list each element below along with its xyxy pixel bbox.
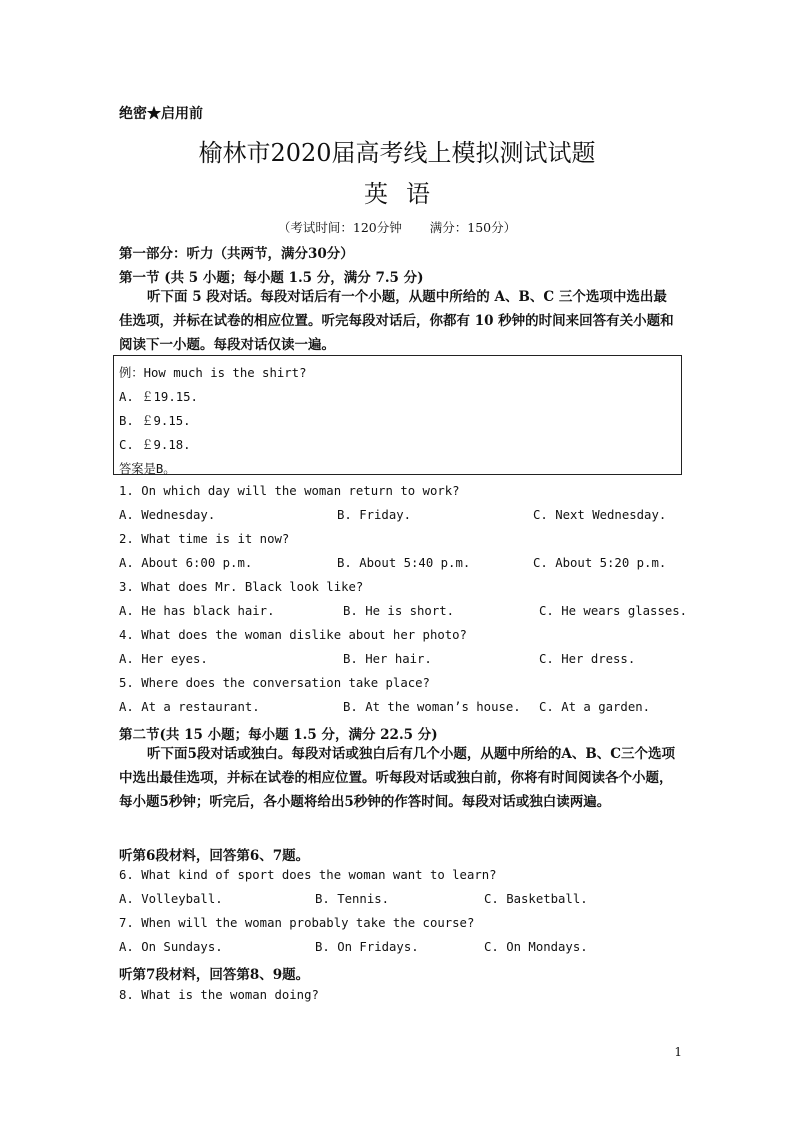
q3-option-c: C. He wears glasses.	[539, 604, 688, 618]
section1-instructions: 听下面 5 段对话。每段对话后有一个小题，从题中所给的 A、B、C 三个选项中选出最佳选项，并标在试卷的相应位置。听完每段对话后，你都有 10 秒钟的时间来回答有关小题和阅读下一小题。每段对话仅读一遍。	[119, 289, 674, 353]
question-4: 4. What does the woman dislike about her photo?	[119, 628, 467, 642]
q1-option-c: C. Next Wednesday.	[533, 508, 667, 522]
question-6: 6. What kind of sport does the woman want to learn?	[119, 868, 497, 882]
example-answer: 答案是B。	[119, 462, 176, 476]
q2-option-a: A. About 6:00 p.m.	[119, 556, 253, 570]
question-7: 7. When will the woman probably take the course?	[119, 916, 475, 930]
q5-option-c: C. At a garden.	[539, 700, 651, 714]
q2-option-c: C. About 5:20 p.m.	[533, 556, 667, 570]
q7-option-a: A. On Sundays.	[119, 940, 223, 954]
q4-option-c: C. Her dress.	[539, 652, 636, 666]
q4-option-a: A. Her eyes.	[119, 652, 208, 666]
question-2: 2. What time is it now?	[119, 532, 290, 546]
q5-option-b: B. At the woman’s house.	[343, 700, 521, 714]
exam-info	[0, 218, 794, 236]
confidential-mark: 绝密★启用前	[119, 106, 203, 122]
question-5: 5. Where does the conversation take place?	[119, 676, 430, 690]
question-1: 1. On which day will the woman return to work?	[119, 484, 460, 498]
example-option-b: B. ￡9.15.	[119, 414, 191, 428]
q3-option-a: A. He has black hair.	[119, 604, 275, 618]
material-7-heading: 听第7段材料，回答第8、9题。	[119, 967, 310, 983]
part1-heading: 第一部分：听力（共两节，满分30分）	[119, 246, 354, 262]
q6-option-a: A. Volleyball.	[119, 892, 223, 906]
q3-option-b: B. He is short.	[343, 604, 455, 618]
q5-option-a: A. At a restaurant.	[119, 700, 260, 714]
q6-option-b: B. Tennis.	[315, 892, 390, 906]
section2-instructions: 听下面5段对话或独白。每段对话或独白后有几个小题，从题中所给的A、B、C三个选项中选出最佳选项，并标在试卷的相应位置。听每段对话或独白前，你将有时间阅读各个小题，每小题5秒钟；听完后，各小题将给出5秒钟的作答时间。每段对话或独白读两遍。	[119, 746, 676, 810]
q7-option-b: B. On Fridays.	[315, 940, 419, 954]
question-3: 3. What does Mr. Black look like?	[119, 580, 364, 594]
q7-option-c: C. On Mondays.	[484, 940, 588, 954]
q6-option-c: C. Basketball.	[484, 892, 588, 906]
q4-option-b: B. Her hair.	[343, 652, 432, 666]
material-6-heading: 听第6段材料，回答第6、7题。	[119, 848, 310, 864]
exam-time: （考试时间：120分钟	[277, 220, 402, 235]
exam-title: 榆林市2020届高考线上模拟测试试题	[198, 139, 596, 167]
example-option-a: A. ￡19.15.	[119, 390, 198, 404]
q1-option-a: A. Wednesday.	[119, 508, 216, 522]
example-option-c: C. ￡9.18.	[119, 438, 191, 452]
section1-heading: 第一节 (共 5 小题；每小题 1.5 分，满分 7.5 分)	[119, 270, 424, 286]
q1-option-b: B. Friday.	[337, 508, 412, 522]
page-number: 1	[674, 1045, 682, 1059]
question-8: 8. What is the woman doing?	[119, 988, 319, 1002]
full-score: 满分：150分）	[429, 220, 517, 235]
q2-option-b: B. About 5:40 p.m.	[337, 556, 471, 570]
example-question: 例：How much is the shirt?	[119, 366, 307, 380]
exam-subject: 英语	[364, 180, 448, 208]
section2-heading: 第二节(共 15 小题；每小题 1.5 分，满分 22.5 分)	[119, 727, 438, 743]
